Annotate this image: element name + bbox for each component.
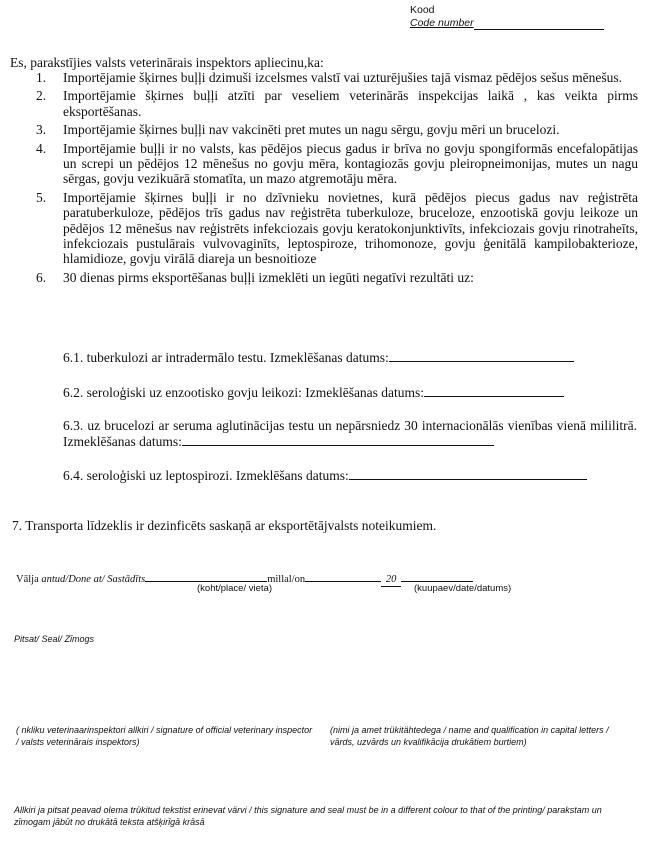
place-field[interactable] (145, 569, 267, 582)
subitem-6-1 (63, 349, 637, 365)
item-text: Importējamie šķirnes buļļi nav vakcinēti pret mutes un nagu sērgu, govju mēri un brucelozi. (63, 122, 560, 138)
item-number: 6. (36, 269, 47, 285)
subitem-text: 6.1. tuberkulozi ar intradermālo testu. Izmeklēšanas datums: (63, 350, 389, 365)
millal-label: millal/on (267, 574, 306, 585)
list-item (10, 190, 638, 267)
footer-note: Allkiri ja pitsat peavad olema trükitud tekstist erinevat värvi / this signature and seal must be in a different colour to that of the printing/ parakstam un zīmogam jābūt no drukātā teksta atšķirīgā krāsā (14, 805, 602, 827)
item-number: 3. (36, 122, 47, 138)
subitem-text: 6.4. seroloģiski uz leptospirozi. Izmeklēšans datums: (63, 468, 349, 483)
list-item (10, 141, 638, 187)
date-field-day[interactable] (305, 569, 381, 582)
item-7-text: 7. Transporta līdzeklis ir dezinficēts saskaņā ar eksportētājvalsts noteikumiem. (12, 518, 437, 533)
subitem-text: 6.2. seroloģiski uz enzootisko govju leikozi: Izmeklēšanas datums: (63, 385, 425, 400)
item-number: 5. (36, 189, 47, 205)
code-block (410, 4, 474, 30)
certification-list (10, 70, 638, 288)
date-hint: (kuupaev/date/datums) (414, 583, 512, 594)
date-field-6-2[interactable] (424, 384, 564, 397)
list-item (10, 270, 638, 285)
valja-label: Vālja (16, 574, 39, 585)
date-field-6-3[interactable] (182, 433, 494, 446)
item-text: 30 dienas pirms eksportēšanas buļļi izmeklēti un iegūti negatīvi rezultāti uz: (63, 269, 474, 285)
list-item (10, 70, 638, 85)
intro-text: Es, parakstījies valsts veterinārais inspektors apliecinu,ka: (10, 55, 324, 70)
subitem-6-2 (63, 384, 637, 400)
item-text: Importējamie buļļi ir no valsts, kas pēdējos piecus gadus ir brīva no govju spongiformās encefalopātijas un screpi un pēdējos 12 mēnešus no govju mēra, kontagiozās govju pleiropneimonijas, mutes un nagu sērgas, govju vezikuārā stomatīta, un mazo atgremotāju mēra. (63, 140, 638, 187)
item-text: Importējamie šķirnes buļļi atzīti par veseliem veterinārās inspekcijas laikā , kas veikta pirms eksportēšanas. (63, 88, 638, 119)
item-text: Importējamie šķirnes buļļi ir no dzīvnieku novietnes, kurā pēdējos piecus gadus nav reģistrēta paratuberkuloze, pēdējos trīs gadus nav reģistrēta tuberkuloze, bruceloze, enzootiskā govju leikoze un pēdējos 12 mēnešus nav reģistrēts infekciozais govju keratokonjunktivīts, infekciozais govju rinotraheīts, infekciozais pustulārais vulvovaginīts, leptospiroze, trihomonoze, govju ģenitālā kampilobakterioze, hlamidioze, govju virālā diareja un besnoitioze (63, 189, 638, 267)
kood-label: Kood (410, 4, 435, 16)
date-field-year[interactable] (401, 569, 473, 582)
code-number-label: Code number (410, 17, 474, 29)
item-number: 2. (36, 88, 47, 104)
subitem-6-4 (63, 467, 637, 483)
item-number: 1. (36, 70, 47, 85)
item-number: 4. (36, 140, 47, 156)
signature-caption: ( nkliku veterinaarinspektori allkiri / signature of official veterinary inspector / valsts veterinārais inspektors) (16, 725, 313, 747)
done-at-label: antud/Done at/ Sastādīts (41, 574, 146, 585)
subitem-text: 6.3. uz brucelozi ar seruma aglutinācijas testu un nepārsniedz 30 internacionālās vienības vienā mililitrā. Izmeklēšanas datums: (63, 418, 637, 450)
list-item (10, 122, 638, 137)
date-field-6-1[interactable] (389, 349, 574, 362)
item-text: Importējamie šķirnes buļļi dzimuši izcelsmes valstī vai uzturējušies tajā vismaz pēdējos sešus mēnešus. (63, 70, 622, 85)
place-hint: (koht/place/ vieta) (197, 583, 272, 594)
subitem-6-3 (63, 418, 637, 450)
seal-label: Pitsat/ Seal/ Zīmogs (14, 634, 95, 644)
year-value[interactable]: 20 (381, 574, 401, 587)
date-field-6-4[interactable] (349, 467, 587, 480)
name-caption: (nimi ja amet trükitähtedega / name and qualification in capital letters / vārds, uzvārds un kvalifikācija drukātiem burtiem) (330, 725, 609, 747)
list-item (10, 88, 638, 119)
code-number-field[interactable] (474, 29, 604, 30)
